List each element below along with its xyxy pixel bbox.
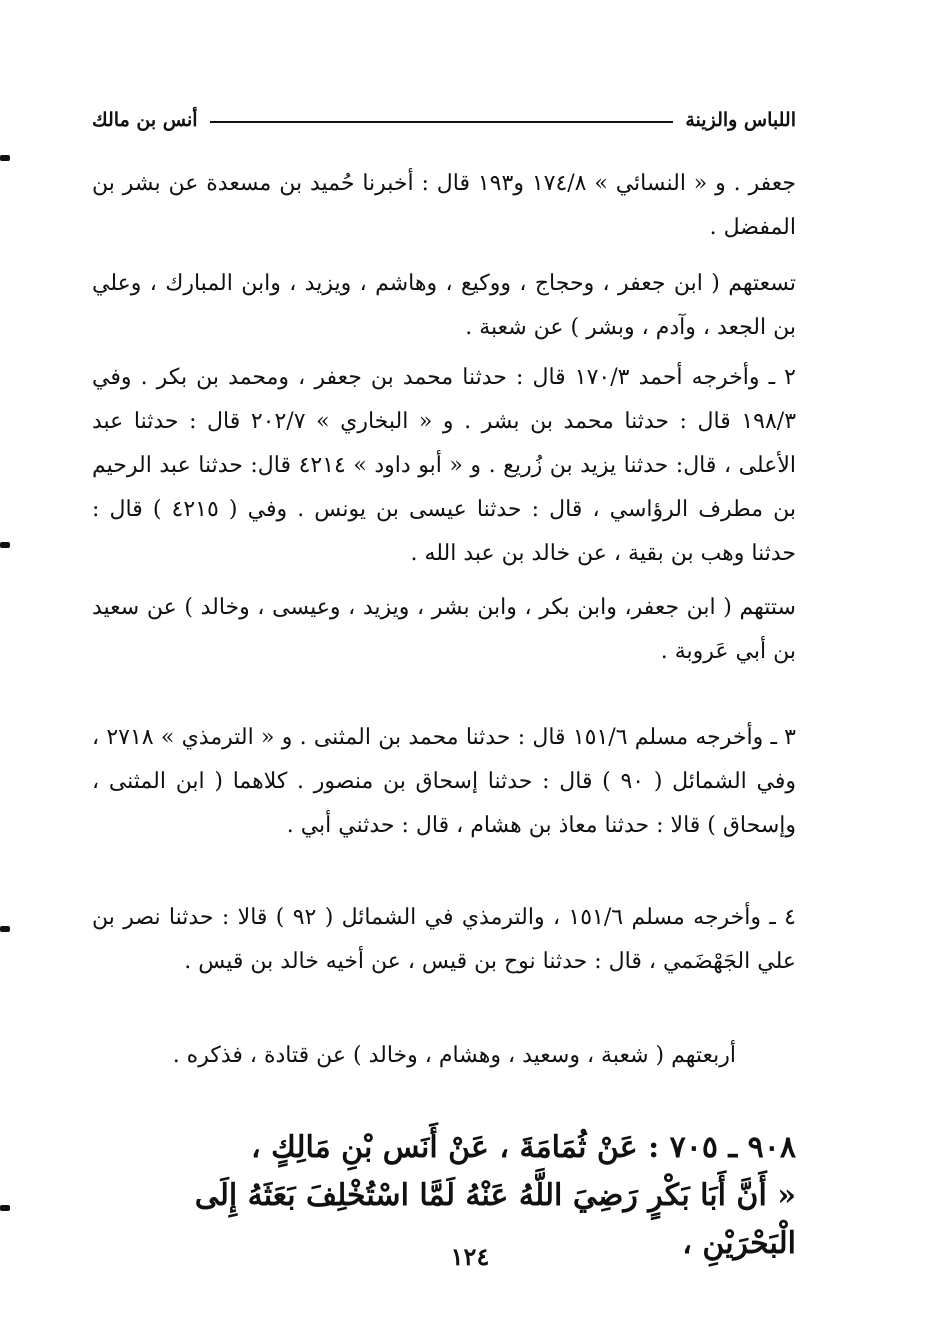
paragraph-1: جعفر . و « النسائي » ١٧٤/٨ و١٩٣ قال : أخبرنا حُميد بن مسعدة عن بشر بن المفضل . [92,171,796,240]
paragraph-6: ٤ ـ وأخرجه مسلم ١٥١/٦ ، والترمذي في الشمائل ( ٩٢ ) قالا : حدثنا نصر بن علي الجَهْضَمي ، قال : حدثنا نوح بن قيس ، عن أخيه خالد بن قيس . [92,905,796,974]
hadith-line-2: « أَنَّ أَبَا بَكْرٍ رَضِيَ اللَّهُ عَنْهُ لَمَّا اسْتُخْلِفَ بَعَثَهُ إِلَى الْبَحْرَيْنِ ، [194,1178,796,1261]
paragraph-3: ٢ ـ وأخرجه أحمد ١٧٠/٣ قال : حدثنا محمد بن جعفر ، ومحمد بن بكر . وفي ١٩٨/٣ قال : حدثنا محمد بن بشر . و « البخاري » ٢٠٢/٧ قال : حدثنا عبد الأعلى ، قال: حدثنا يزيد بن زُريع . و « أبو داود » ٤٢١٤ قال: حدثنا عبد الرحيم بن مطرف الرؤاسي ، قال : حدثنا عيسى بن يونس . وفي ( ٤٢١٥ ) قال : حدثنا وهب بن بقية ، عن خالد بن عبد الله . [92,365,797,566]
paragraph-5: ٣ ـ وأخرجه مسلم ١٥١/٦ قال : حدثنا محمد بن المثنى . و « الترمذي » ٢٧١٨ ، وفي الشمائل ( ٩٠ ) قال : حدثنا إسحاق بن منصور . كلاهما ( ابن المثنى ، وإسحاق ) قالا : حدثنا معاذ بن هشام ، قال : حدثني أبي . [92,725,796,838]
header-rule [210,121,674,123]
paragraph-2: تسعتهم ( ابن جعفر ، وحجاج ، ووكيع ، وهاشم ، ويزيد ، وابن المبارك ، وعلي بن الجعد ، وآدم ، وبشر ) عن شعبة . [92,271,796,340]
paragraph-4: ستتهم ( ابن جعفر، وابن بكر ، وابن بشر ، ويزيد ، وعيسى ، وخالد ) عن سعيد بن أبي عَروبة . [92,595,796,664]
margin-mark [0,926,10,932]
narrator-title: أنس بن مالك [92,109,198,131]
margin-mark [0,1205,10,1211]
page-number: ١٢٤ [450,1242,490,1271]
running-header [92,105,796,135]
hadith-line-1: ٩٠٨ ـ ٧٠٥ : عَنْ ثُمَامَةَ ، عَنْ أَنَس بْنِ مَالِكٍ ، [250,1130,796,1165]
paragraph-7: أربعتهم ( شعبة ، وسعيد ، وهشام ، وخالد ) عن قتادة ، فذكره . [172,1043,736,1068]
margin-mark [0,542,10,548]
chapter-title: اللباس والزينة [685,109,796,131]
margin-mark [0,155,10,161]
